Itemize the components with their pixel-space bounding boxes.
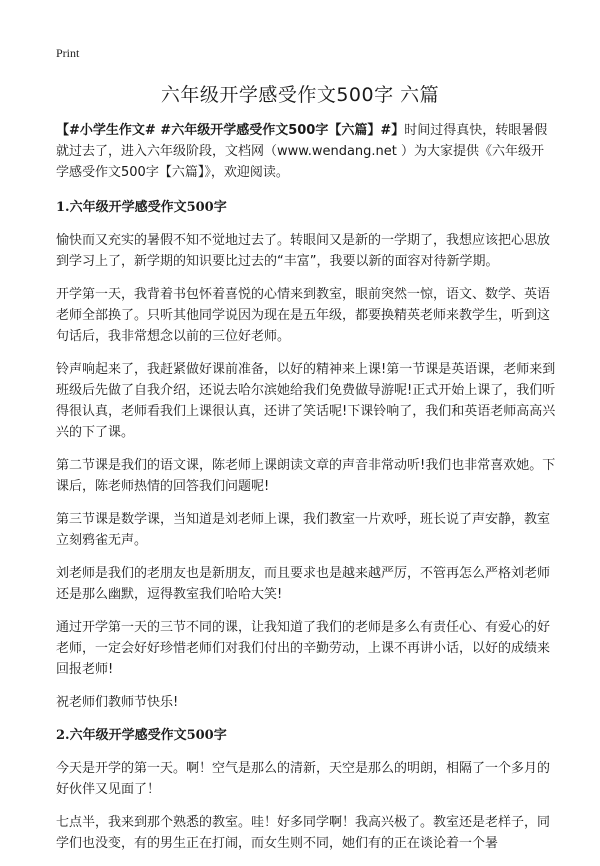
section-heading: 2.六年级开学感受作文500字: [56, 728, 227, 743]
paragraph: 第三节课是数学课，当知道是刘老师上课，我们教室一片欢呼，班长说了声安静，教室立刻鸦雀无声。: [56, 512, 551, 548]
lead-text: 时间过得真快，转眼暑假就过去了，进入六年级阶段，文档网（www.wendang.net ）为大家提供《六年级开学感受作文500字【六篇】》，欢迎阅读。: [56, 123, 548, 180]
paragraph: 开学第一天，我背着书包怀着喜悦的心情来到教室，眼前突然一惊，语文、数学、英语老师全部换了。只听其他同学说因为现在是五年级，都要换精英老师来教学生，听到这句话后，我非常想念以前的三位好老师。: [56, 287, 551, 344]
paragraph: 愉快而又充实的暑假不知不觉地过去了。转眼间又是新的一学期了，我想应该把心思放到学习上了，新学期的知识要比过去的“丰富”，我要以新的面容对待新学期。: [56, 233, 551, 269]
page-title: 六年级开学感受作文500字 六篇: [160, 84, 440, 106]
paragraph: 今天是开学的第一天。啊！空气是那么的清新，天空是那么的明朗，相隔了一个多月的好伙伴又见面了！: [56, 761, 551, 797]
lead-paragraph: [56, 120, 556, 183]
paragraph: 七点半，我来到那个熟悉的教室。哇！好多同学啊！我高兴极了。教室还是老样子，同学们也没变，有的男生正在打闹，而女生则不同，她们有的正在谈论着一个暑: [56, 815, 551, 851]
paragraph: 刘老师是我们的老朋友也是新朋友，而且要求也是越来越严厉，不管再怎么严格刘老师还是那么幽默，逗得教室我们哈哈大笑!: [56, 566, 551, 602]
paragraph: 第二节课是我们的语文课，陈老师上课朗读文章的声音非常动听!我们也非常喜欢她。下课后，陈老师热情的回答我们问题呢!: [56, 458, 556, 494]
paragraph: 铃声响起来了，我赶紧做好课前准备，以好的精神来上课!第一节课是英语课，老师来到班级后先做了自我介绍，还说去哈尔滨她给我们免费做导游呢!正式开始上课了，我们听得很认真，老师看我们上课很认真，还讲了笑话呢!下课铃响了，我们和英语老师高高兴兴的下了课。: [56, 362, 556, 440]
paragraph: 祝老师们教师节快乐!: [56, 695, 179, 710]
print-link[interactable]: Print: [56, 46, 80, 60]
lead-tags: 【#小学生作文# #六年级开学感受作文500字【六篇】#】: [56, 123, 405, 138]
paragraph: 通过开学第一天的三节不同的课，让我知道了我们的老师是多么有责任心、有爱心的好老师，一定会好好珍惜老师们对我们付出的辛勤劳动，上课不再讲小话，以好的成绩来回报老师!: [56, 620, 551, 677]
section-heading: 1.六年级开学感受作文500字: [56, 200, 227, 215]
article-body: [56, 120, 556, 866]
